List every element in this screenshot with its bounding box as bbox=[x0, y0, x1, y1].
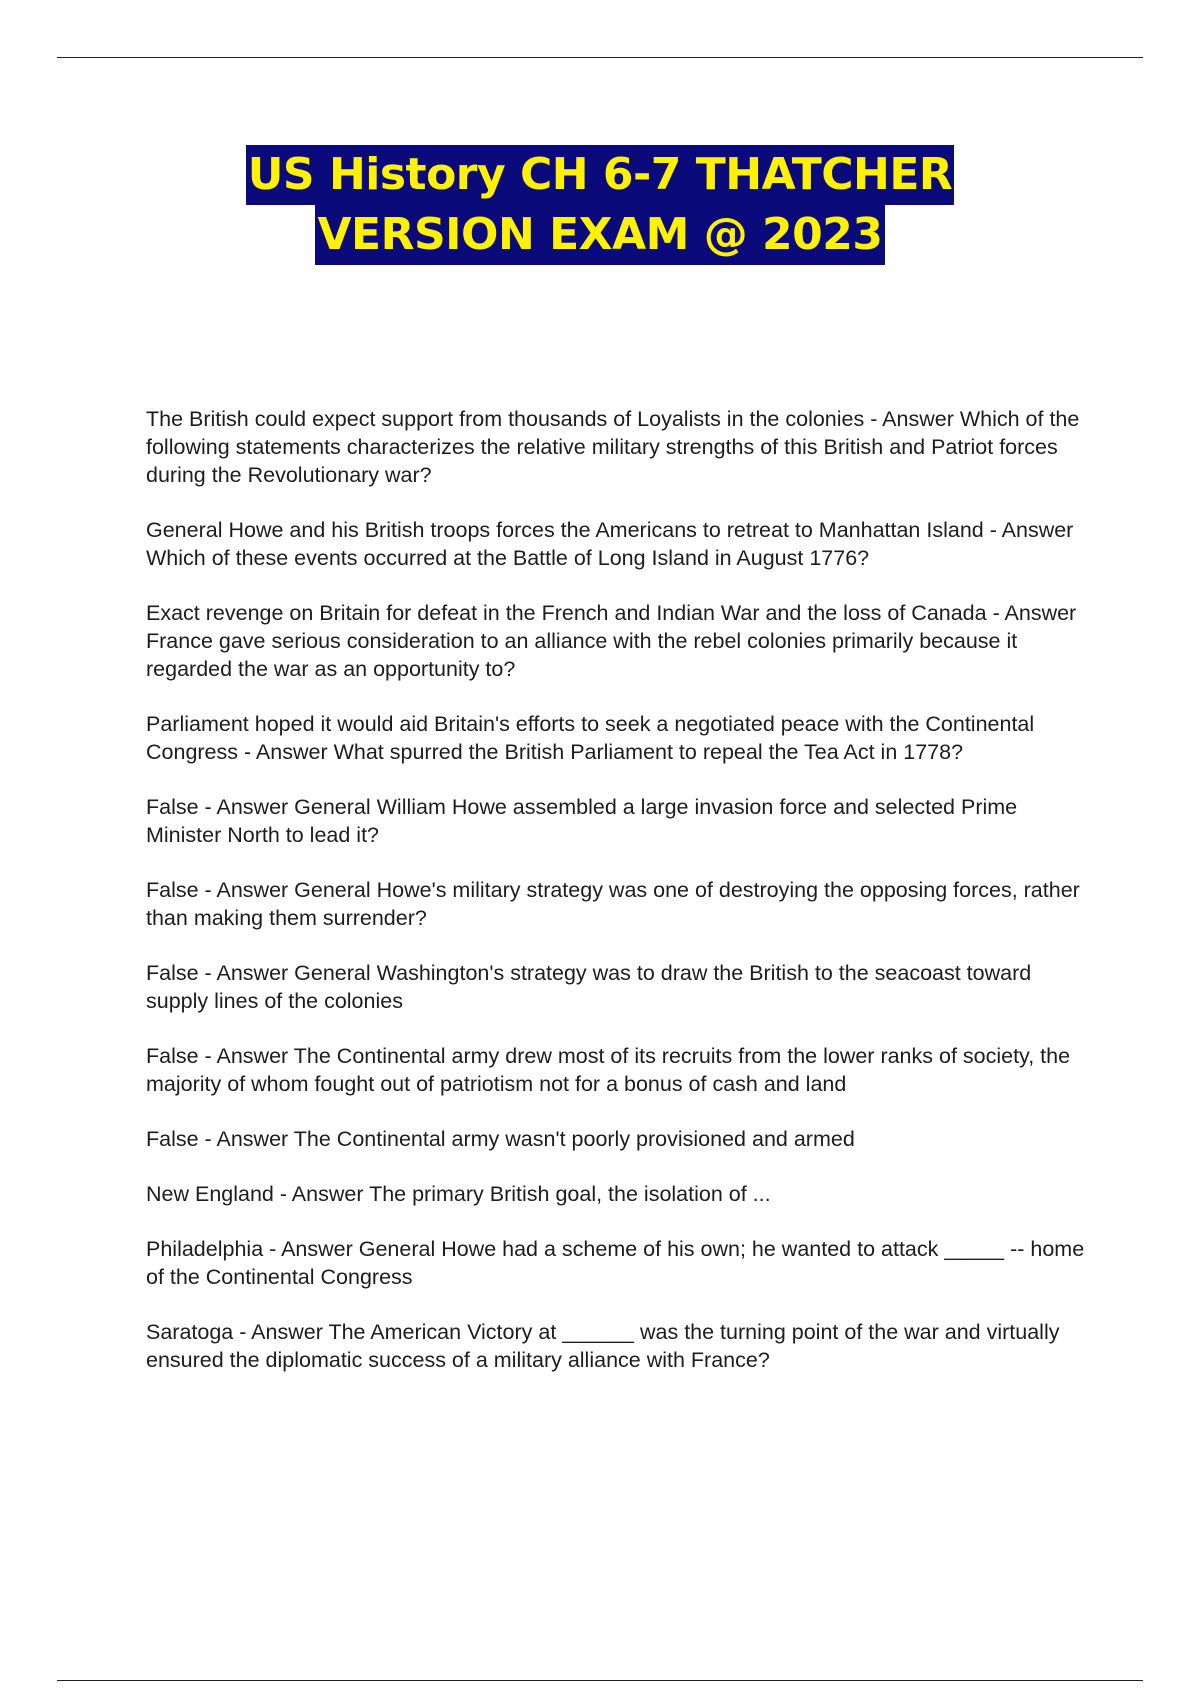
qa-item: False - Answer General Washington's strategy was to draw the British to the seacoast toward supply lines of the colonies bbox=[146, 961, 1032, 1013]
qa-item: False - Answer General William Howe assembled a large invasion force and selected Prime Minister North to lead it? bbox=[146, 795, 1018, 847]
title-line-2: VERSION EXAM @ 2023 bbox=[315, 205, 884, 265]
top-rule bbox=[57, 57, 1143, 58]
qa-item: False - Answer The Continental army wasn't poorly provisioned and armed bbox=[146, 1127, 855, 1151]
title-line-2-wrap bbox=[0, 205, 1200, 265]
qa-item: General Howe and his British troops forces the Americans to retreat to Manhattan Island - Answer Which of these events occurred at the Battle of Long Island in August 1776? bbox=[146, 518, 1074, 570]
document-title bbox=[0, 145, 1200, 265]
qa-item: Parliament hoped it would aid Britain's efforts to seek a negotiated peace with the Continental Congress - Answer What spurred the British Parliament to repeal the Tea Act in 1778? bbox=[146, 712, 1035, 764]
qa-item: New England - Answer The primary British goal, the isolation of ... bbox=[146, 1182, 771, 1206]
qa-item: False - Answer General Howe's military strategy was one of destroying the opposing forces, rather than making them surrender? bbox=[146, 878, 1080, 930]
title-line-1: US History CH 6-7 THATCHER bbox=[246, 145, 955, 205]
question-answer-list bbox=[146, 405, 1086, 1401]
qa-item: Saratoga - Answer The American Victory at ______ was the turning point of the war and virtually ensured the diplomatic success of a military alliance with France? bbox=[146, 1320, 1060, 1372]
qa-item: False - Answer The Continental army drew most of its recruits from the lower ranks of society, the majority of whom fought out of patriotism not for a bonus of cash and land bbox=[146, 1044, 1071, 1096]
title-line-1-wrap bbox=[0, 145, 1200, 205]
qa-item: Exact revenge on Britain for defeat in the French and Indian War and the loss of Canada - Answer France gave serious consideration to an alliance with the rebel colonies primarily because it regarded the war as an opportunity to? bbox=[146, 601, 1077, 681]
qa-item: The British could expect support from thousands of Loyalists in the colonies - Answer Which of the following statements characterizes the relative military strengths of this British and Patriot forces during the Revolutionary war? bbox=[146, 407, 1080, 487]
qa-item: Philadelphia - Answer General Howe had a scheme of his own; he wanted to attack _____ -- home of the Continental Congress bbox=[146, 1237, 1085, 1289]
bottom-rule bbox=[57, 1680, 1143, 1681]
